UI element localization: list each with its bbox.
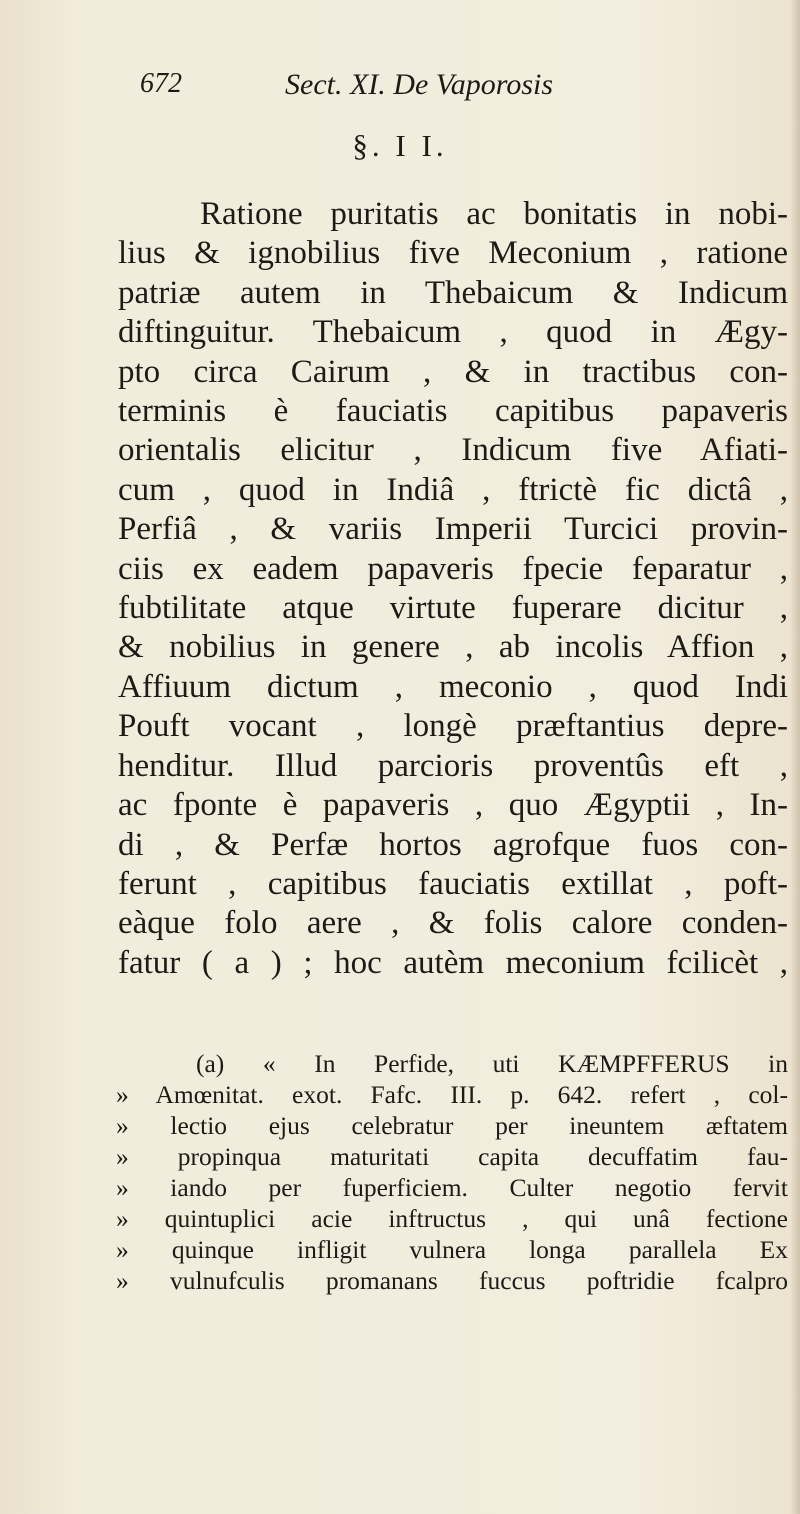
- running-title: Sect. XI. De Vaporosis: [285, 68, 554, 101]
- text-line: patriæ autem in Thebaicum & Indicum: [118, 274, 788, 311]
- text-line: Ratione puritatis ac bonitatis in nobi-: [200, 196, 788, 232]
- text-line: ferunt , capitibus fauciatis extillat , poft-: [118, 865, 788, 902]
- text-line: terminis è fauciatis capitibus papaveris: [118, 393, 788, 430]
- page-edge-shadow: [790, 0, 800, 1514]
- text-line: eàque folo aere , & folis calore conden-: [118, 905, 788, 942]
- text-line: cum , quod in Indiâ , ftrictè fic dictâ ,: [118, 471, 788, 508]
- text-line: ciis ex eadem papaveris fpecie feparatur ,: [118, 550, 788, 587]
- text-line: Pouft vocant , longè præftantius depre-: [118, 708, 788, 745]
- text-line: diftinguitur. Thebaicum , quod in Ægy-: [118, 314, 788, 351]
- footnote-line: » Amœnitat. exot. Fafc. III. p. 642. refert , col-: [116, 1080, 788, 1109]
- text-line: pto circa Cairum , & in tractibus con-: [118, 353, 788, 390]
- text-line: fatur ( a ) ; hoc autèm meconium fcilicèt ,: [118, 944, 788, 981]
- footnote-line: » quintuplici acie inftructus , qui unâ fectione: [116, 1204, 788, 1233]
- footnote: [116, 1048, 788, 1296]
- page-number: 672: [140, 68, 182, 99]
- footnote-line: » quinque infligit vulnera longa parallela Ex: [116, 1235, 788, 1264]
- text-line: ac fponte è papaveris , quo Ægyptii , In-: [118, 787, 788, 824]
- text-line: lius & ignobilius five Meconium , ratione: [118, 235, 788, 272]
- footnote-line: » propinqua maturitati capita decuffatim fau-: [116, 1142, 788, 1171]
- main-paragraph: [118, 195, 788, 983]
- footnote-line: » vulnufculis promanans fuccus poftridie fcalpro: [116, 1266, 788, 1295]
- footnote-line: (a) « In Perfide, uti KÆMPFFERUS in: [196, 1049, 788, 1078]
- text-line: di , & Perfæ hortos agrofque fuos con-: [118, 826, 788, 863]
- footnote-line: » iando per fuperficiem. Culter negotio fervit: [116, 1173, 788, 1202]
- text-line: orientalis elicitur , Indicum five Afiati-: [118, 432, 788, 469]
- text-line: & nobilius in genere , ab incolis Affion ,: [118, 629, 788, 666]
- text-line: henditur. Illud parcioris proventûs eft ,: [118, 747, 788, 784]
- section-heading: §. I I.: [352, 128, 448, 163]
- text-line: Perfiâ , & variis Imperii Turcici provin-: [118, 511, 788, 548]
- text-line: Affiuum dictum , meconio , quod Indi: [118, 668, 788, 705]
- page-header: [0, 68, 800, 108]
- footnote-line: » lectio ejus celebratur per ineuntem æftatem: [116, 1111, 788, 1140]
- text-line: fubtilitate atque virtute fuperare dicitur ,: [118, 590, 788, 627]
